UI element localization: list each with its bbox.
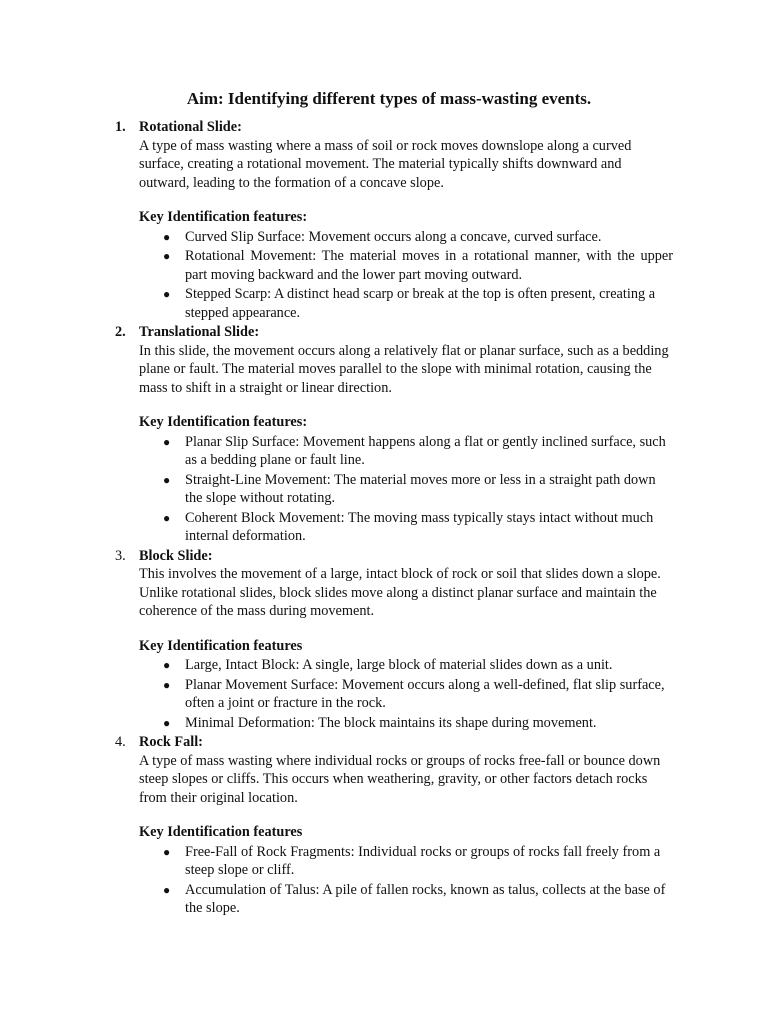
- features-list: [139, 228, 673, 323]
- section-title: Block Slide:: [139, 547, 213, 564]
- section-description: This involves the movement of a large, intact block of rock or soil that slides down a slope. Unlike rotational slides, block slides move along a distinct planar surface and maintain the coherence of the mass during movement.: [139, 566, 661, 619]
- section-description: A type of mass wasting where individual rocks or groups of rocks free-fall or bounce down steep slopes or cliffs. This occurs when weathering, gravity, or other factors detach rocks from their original location.: [139, 752, 661, 806]
- bullet-icon: ●: [163, 882, 171, 897]
- section-number: 1.: [115, 119, 126, 135]
- list-item: [163, 471, 673, 508]
- section-rotational-slide: [0, 118, 768, 322]
- list-item: [163, 676, 673, 713]
- bullet-icon: ●: [163, 658, 171, 672]
- feature-text: Free-Fall of Rock Fragments: Individual rocks or groups of rocks fall freely from a steep slope or cliff.: [185, 843, 661, 878]
- section-block-slide: [0, 547, 768, 733]
- bullet-icon: ●: [163, 715, 171, 730]
- list-item: [163, 843, 673, 880]
- features-list: [139, 656, 673, 732]
- feature-text: Planar Movement Surface: Movement occurs along a well-defined, flat slip surface, often a joint or fracture in the rock.: [185, 676, 665, 711]
- section-translational-slide: [0, 323, 768, 546]
- list-item: [163, 881, 673, 918]
- bullet-icon: ●: [163, 249, 171, 263]
- list-item: [163, 656, 673, 675]
- key-features-heading: Key Identification features: [139, 824, 303, 840]
- features-list: [139, 843, 673, 918]
- list-item: [163, 714, 673, 733]
- bullet-icon: ●: [163, 677, 171, 692]
- bullet-icon: ●: [163, 229, 171, 244]
- section-number: 2.: [115, 324, 126, 340]
- key-features-heading: Key Identification features:: [139, 209, 308, 225]
- list-item: [163, 247, 673, 284]
- feature-text: Large, Intact Block: A single, large block of material slides down as a unit.: [185, 657, 613, 673]
- bullet-icon: ●: [163, 287, 171, 301]
- document-title: Aim: Identifying different types of mass-wasting events.: [186, 89, 592, 108]
- bullet-icon: ●: [163, 472, 171, 487]
- feature-text: Accumulation of Talus: A pile of fallen rocks, known as talus, collects at the base of the slope.: [185, 881, 666, 916]
- section-title: Rock Fall:: [139, 734, 203, 750]
- list-item: [163, 228, 673, 247]
- features-list: [139, 433, 673, 546]
- section-description: In this slide, the movement occurs along a relatively flat or planar surface, such as a bedding plane or fault. The material moves parallel to the slope with minimal rotation, causing the mass to shift in a straight or linear direction.: [139, 342, 669, 396]
- section-rock-fall: [0, 733, 768, 918]
- section-number: 4.: [115, 734, 126, 750]
- feature-text: Minimal Deformation: The block maintains its shape during movement.: [185, 714, 597, 731]
- section-title: Rotational Slide:: [139, 119, 242, 135]
- list-item: [163, 285, 673, 322]
- list-item: [163, 509, 673, 546]
- feature-text: Planar Slip Surface: Movement happens along a flat or gently inclined surface, such as a bedding plane or fault line.: [185, 433, 666, 468]
- key-features-heading: Key Identification features: [139, 637, 303, 654]
- bullet-icon: ●: [163, 510, 171, 525]
- feature-text: Curved Slip Surface: Movement occurs along a concave, curved surface.: [185, 228, 602, 245]
- section-number: 3.: [115, 547, 126, 564]
- feature-text: Straight-Line Movement: The material moves more or less in a straight path down the slope without rotating.: [185, 471, 656, 506]
- feature-text: Coherent Block Movement: The moving mass typically stays intact without much internal deformation.: [185, 509, 654, 544]
- feature-text: Rotational Movement: The material moves in a rotational manner, with the upper part moving backward and the lower part moving outward.: [185, 248, 673, 283]
- section-title: Translational Slide:: [139, 324, 260, 340]
- section-description: A type of mass wasting where a mass of soil or rock moves downslope along a curved surface, creating a rotational movement. The material typically shifts downward and outward, leading to the formation of a concave slope.: [139, 137, 632, 191]
- feature-text: Stepped Scarp: A distinct head scarp or break at the top is often present, creating a stepped appearance.: [185, 286, 656, 321]
- key-features-heading: Key Identification features:: [139, 414, 308, 430]
- bullet-icon: ●: [163, 844, 171, 859]
- list-item: [163, 433, 673, 470]
- bullet-icon: ●: [163, 434, 171, 449]
